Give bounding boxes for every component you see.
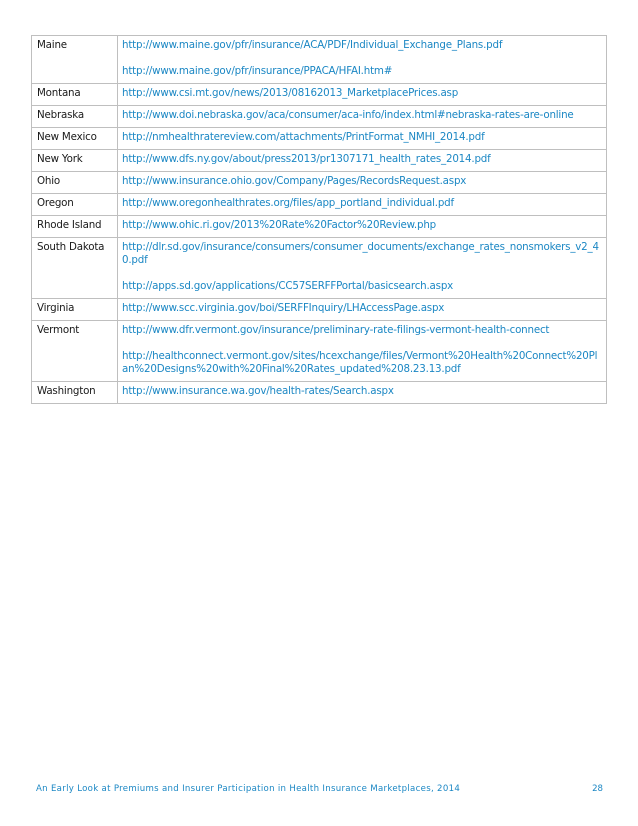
state-name-cell: Rhode Island (32, 216, 118, 238)
state-name-cell: New Mexico (32, 128, 118, 150)
state-name-cell: Maine (32, 36, 118, 84)
rate-filing-link[interactable]: http://www.insurance.wa.gov/health-rates/Search.aspx (122, 385, 394, 397)
state-name-cell: Ohio (32, 172, 118, 194)
rate-filing-link[interactable]: http://www.maine.gov/pfr/insurance/PPACA/HFAI.htm# (122, 65, 393, 77)
state-name-cell: Oregon (32, 194, 118, 216)
table-row (32, 84, 607, 106)
state-name-cell: Vermont (32, 321, 118, 382)
url-cell (118, 238, 607, 299)
rate-filing-link[interactable]: http://www.csi.mt.gov/news/2013/08162013_MarketplacePrices.asp (122, 87, 459, 99)
url-cell (118, 194, 607, 216)
rate-filing-link[interactable]: http://www.dfs.ny.gov/about/press2013/pr1307171_health_rates_2014.pdf (122, 153, 491, 165)
table-row (32, 172, 607, 194)
table-row (32, 382, 607, 404)
rate-filing-link[interactable]: http://dlr.sd.gov/insurance/consumers/consumer_documents/exchange_rates_nonsmokers_v2_40.pdf (122, 241, 599, 266)
footer-title: An Early Look at Premiums and Insurer Participation in Health Insurance Marketplaces, 2014 (36, 784, 461, 794)
state-name-cell: Virginia (32, 299, 118, 321)
url-cell (118, 172, 607, 194)
table-row (32, 128, 607, 150)
url-cell (118, 382, 607, 404)
table-body (32, 36, 607, 404)
table-row (32, 106, 607, 128)
rate-filing-link[interactable]: http://www.scc.virginia.gov/boi/SERFFInquiry/LHAccessPage.aspx (122, 302, 445, 314)
rate-filing-link[interactable]: http://healthconnect.vermont.gov/sites/hcexchange/files/Vermont%20Health%20Connect%20Plan%20Designs%20with%20Final%20Rates_updated%208.23.13.pdf (122, 350, 598, 375)
url-cell (118, 216, 607, 238)
table-row (32, 321, 607, 382)
url-cell (118, 299, 607, 321)
url-cell (118, 321, 607, 382)
state-name-cell: Washington (32, 382, 118, 404)
page-footer (36, 784, 603, 794)
url-cell (118, 128, 607, 150)
rate-filing-link[interactable]: http://www.dfr.vermont.gov/insurance/preliminary-rate-filings-vermont-health-connect (122, 324, 550, 336)
state-rate-links-table (31, 35, 607, 404)
url-cell (118, 36, 607, 84)
page-number: 28 (592, 784, 603, 794)
state-name-cell: Nebraska (32, 106, 118, 128)
url-cell (118, 150, 607, 172)
rate-filing-link[interactable]: http://www.ohic.ri.gov/2013%20Rate%20Factor%20Review.php (122, 219, 436, 231)
rate-filing-link[interactable]: http://www.oregonhealthrates.org/files/app_portland_individual.pdf (122, 197, 454, 209)
table-row (32, 36, 607, 84)
table-row (32, 299, 607, 321)
table-row (32, 238, 607, 299)
table-row (32, 216, 607, 238)
state-name-cell: New York (32, 150, 118, 172)
rate-filing-link[interactable]: http://www.insurance.ohio.gov/Company/Pages/RecordsRequest.aspx (122, 175, 467, 187)
url-cell (118, 84, 607, 106)
table-row (32, 150, 607, 172)
table-row (32, 194, 607, 216)
state-name-cell: South Dakota (32, 238, 118, 299)
rate-filing-link[interactable]: http://www.maine.gov/pfr/insurance/ACA/PDF/Individual_Exchange_Plans.pdf (122, 39, 503, 51)
rate-filing-link[interactable]: http://nmhealthratereview.com/attachments/PrintFormat_NMHI_2014.pdf (122, 131, 485, 143)
rate-filing-link[interactable]: http://apps.sd.gov/applications/CC57SERFFPortal/basicsearch.aspx (122, 280, 454, 292)
state-name-cell: Montana (32, 84, 118, 106)
rate-filing-link[interactable]: http://www.doi.nebraska.gov/aca/consumer/aca-info/index.html#nebraska-rates-are-online (122, 109, 574, 121)
url-cell (118, 106, 607, 128)
